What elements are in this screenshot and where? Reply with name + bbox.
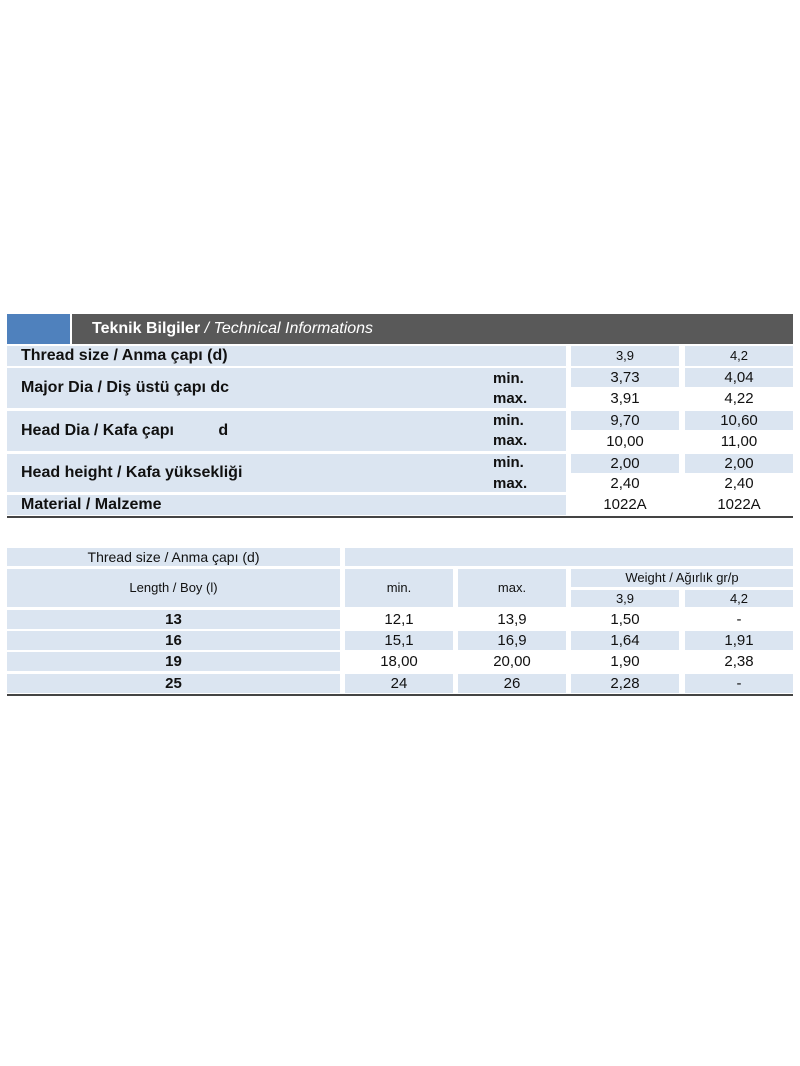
material-label: Material / Malzeme [7, 495, 566, 515]
major-dia-max-1: 3,91 [571, 389, 679, 408]
head-height-max-1: 2,40 [571, 474, 679, 493]
max-25: 26 [458, 674, 566, 693]
header-bar [72, 314, 793, 344]
title-en: Technical Informations [213, 320, 374, 337]
weight2-25: - [685, 674, 793, 693]
weight1-16: 1,64 [571, 631, 679, 650]
head-dia-min-1: 9,70 [571, 411, 679, 430]
max-header: max. [458, 569, 566, 607]
length-13: 13 [7, 610, 340, 629]
header-accent-block [7, 314, 70, 344]
major-dia-min-2: 4,04 [685, 368, 793, 387]
head-dia-max-2: 11,00 [685, 432, 793, 451]
head-dia-label [7, 411, 566, 451]
thread-size-value-band [345, 548, 793, 566]
major-dia-min-1: 3,73 [571, 368, 679, 387]
max-13: 13,9 [458, 610, 566, 629]
length-table-bottom-rule [7, 694, 793, 696]
head-dia-max-label: max. [493, 432, 528, 449]
major-dia-max-2: 4,22 [685, 389, 793, 408]
min-13: 12,1 [345, 610, 453, 629]
weight2-16: 1,91 [685, 631, 793, 650]
spec-table-bottom-rule [7, 516, 793, 518]
size-header-1: 3,9 [571, 346, 679, 366]
weight1-13: 1,50 [571, 610, 679, 629]
head-height-min-label: min. [493, 454, 524, 471]
head-height-text: Head height / Kafa yüksekliği [21, 464, 243, 481]
length-header: Length / Boy (l) [7, 569, 340, 607]
weight2-19: 2,38 [685, 652, 793, 671]
max-16: 16,9 [458, 631, 566, 650]
length-16: 16 [7, 631, 340, 650]
major-dia-text: Major Dia / Diş üstü çapı dc [21, 379, 230, 396]
head-height-min-1: 2,00 [571, 454, 679, 473]
major-dia-max-label: max. [493, 390, 528, 407]
weight-size-1: 3,9 [571, 590, 679, 607]
head-dia-min-label: min. [493, 412, 524, 429]
material-value-1: 1022A [571, 495, 679, 515]
weight-size-2: 4,2 [685, 590, 793, 607]
major-dia-min-label: min. [493, 370, 524, 387]
thread-size-label: Thread size / Anma çapı (d) [7, 346, 566, 366]
weight1-25: 2,28 [571, 674, 679, 693]
head-dia-min-2: 10,60 [685, 411, 793, 430]
min-header: min. [345, 569, 453, 607]
major-dia-label [7, 368, 566, 408]
head-dia-text: Head Dia / Kafa çapı d [21, 422, 229, 439]
title-tr: Teknik Bilgiler [92, 320, 201, 337]
size-header-2: 4,2 [685, 346, 793, 366]
section-title [92, 320, 373, 338]
weight-header: Weight / Ağırlık gr/p [571, 569, 793, 587]
weight2-13: - [685, 610, 793, 629]
head-height-max-2: 2,40 [685, 474, 793, 493]
head-height-label [7, 454, 566, 492]
min-19: 18,00 [345, 652, 453, 671]
min-16: 15,1 [345, 631, 453, 650]
head-height-max-label: max. [493, 475, 528, 492]
head-height-min-2: 2,00 [685, 454, 793, 473]
min-25: 24 [345, 674, 453, 693]
max-19: 20,00 [458, 652, 566, 671]
weight1-19: 1,90 [571, 652, 679, 671]
section-header [7, 314, 793, 344]
material-value-2: 1022A [685, 495, 793, 515]
thread-size-label-2: Thread size / Anma çapı (d) [7, 548, 340, 566]
length-19: 19 [7, 652, 340, 671]
length-25: 25 [7, 674, 340, 693]
title-sep: / [204, 320, 210, 337]
head-dia-max-1: 10,00 [571, 432, 679, 451]
